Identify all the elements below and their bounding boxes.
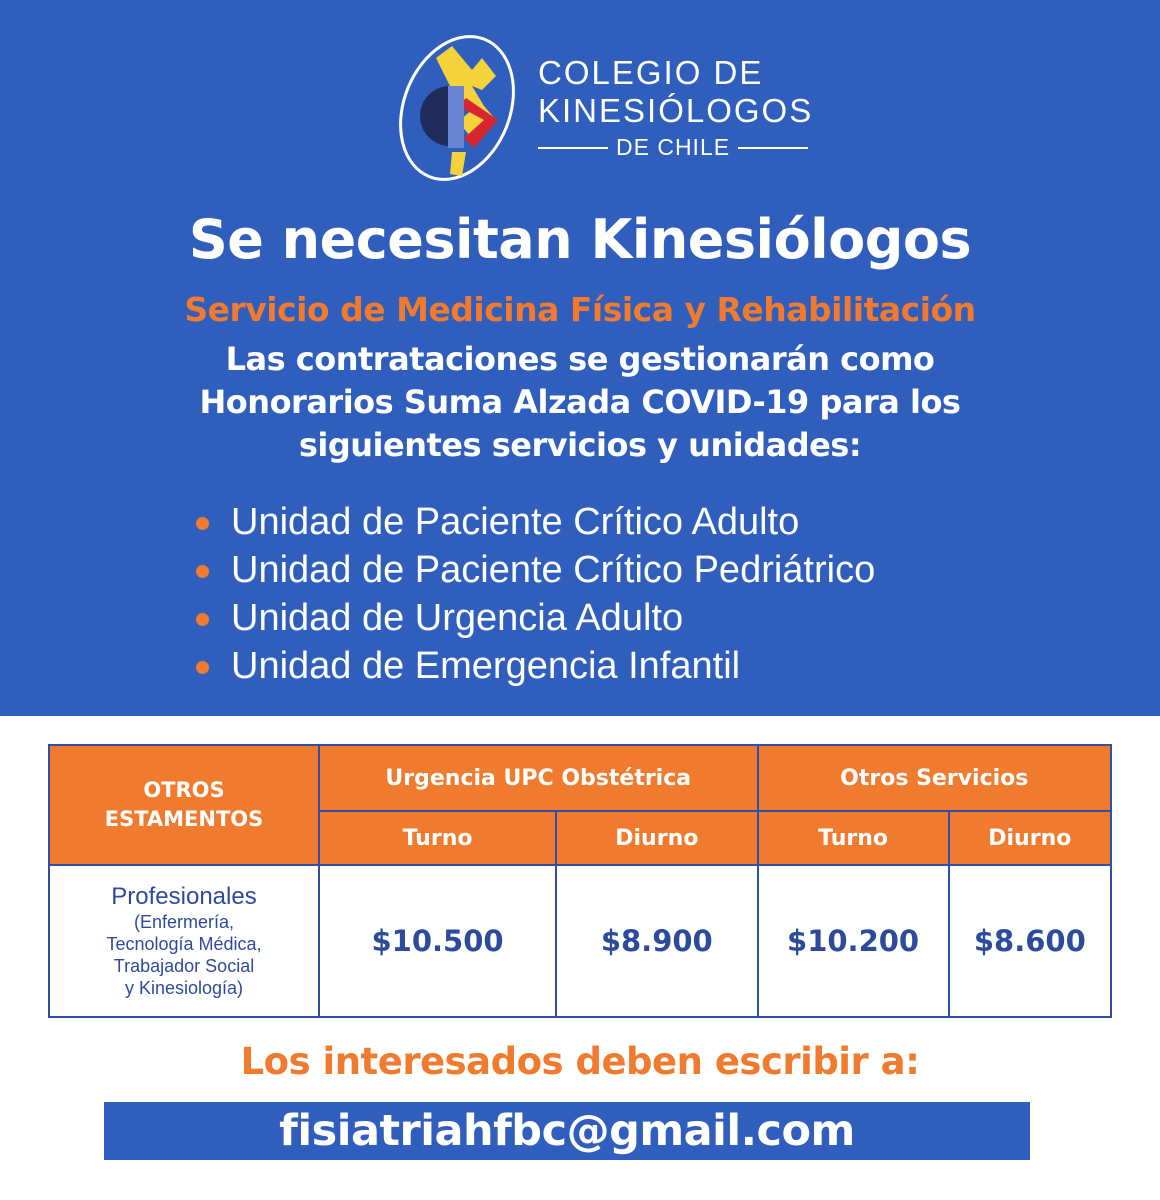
- row-title: Profesionales: [111, 883, 257, 910]
- headline: Se necesitan Kinesiólogos: [188, 208, 972, 271]
- org-line-3-text: DE CHILE: [616, 134, 731, 160]
- description-line-1: Las contrataciones se gestionarán como: [225, 340, 935, 378]
- table-header-row: [49, 745, 1111, 811]
- unit-label: Unidad de Emergencia Infantil: [231, 645, 741, 687]
- list-item: [196, 546, 875, 594]
- rates-table: [48, 744, 1112, 1018]
- description-line-3: siguientes servicios y unidades:: [298, 426, 862, 464]
- profesionales-cell: [49, 865, 319, 1017]
- subheader-cell: Diurno: [556, 811, 757, 865]
- call-to-action: Los interesados deben escribir a:: [240, 1040, 920, 1083]
- list-item: [196, 594, 875, 642]
- row-detail-4: y Kinesiología): [124, 978, 244, 998]
- subheadline: Servicio de Medicina Física y Rehabilitación: [184, 290, 976, 329]
- organization-name: [538, 54, 813, 161]
- subheader-cell: Turno: [319, 811, 556, 865]
- description: [0, 338, 1160, 467]
- value-cell: $10.200: [758, 865, 949, 1017]
- value-cell: $10.500: [319, 865, 556, 1017]
- estamentos-line-2: ESTAMENTOS: [104, 807, 264, 831]
- subheader-cell: Turno: [758, 811, 949, 865]
- estamentos-header: [49, 745, 319, 865]
- value-cell: $8.900: [556, 865, 757, 1017]
- unit-label: Unidad de Paciente Crítico Adulto: [231, 501, 800, 543]
- bullet-icon: [196, 661, 209, 674]
- list-item: [196, 498, 875, 546]
- org-line-1: COLEGIO DE: [538, 54, 764, 91]
- unit-label: Unidad de Paciente Crítico Pedriátrico: [231, 549, 876, 591]
- subheader-cell: Diurno: [949, 811, 1111, 865]
- units-list: [196, 498, 875, 690]
- bullet-icon: [196, 565, 209, 578]
- org-line-2: KINESIÓLOGOS: [538, 92, 814, 129]
- org-line-3: [538, 134, 813, 161]
- estamentos-line-1: OTROS: [143, 778, 225, 802]
- bullet-icon: [196, 517, 209, 530]
- group-header-otros: Otros Servicios: [758, 745, 1111, 811]
- group-header-urgencia: Urgencia UPC Obstétrica: [319, 745, 758, 811]
- table-row: [49, 865, 1111, 1017]
- unit-label: Unidad de Urgencia Adulto: [231, 597, 684, 639]
- divider: [738, 147, 808, 149]
- list-item: [196, 642, 875, 690]
- value-cell: $8.600: [949, 865, 1111, 1017]
- email-address: fisiatriahfbc@gmail.com: [279, 1106, 855, 1156]
- row-detail-1: (Enfermería,: [133, 912, 235, 932]
- divider: [538, 147, 608, 149]
- ck-logo-icon: [392, 28, 522, 188]
- description-line-2: Honorarios Suma Alzada COVID-19 para los: [199, 383, 961, 421]
- bullet-icon: [196, 613, 209, 626]
- row-detail-3: Trabajador Social: [113, 956, 255, 976]
- row-detail-2: Tecnología Médica,: [106, 934, 262, 954]
- email-box: [104, 1102, 1030, 1160]
